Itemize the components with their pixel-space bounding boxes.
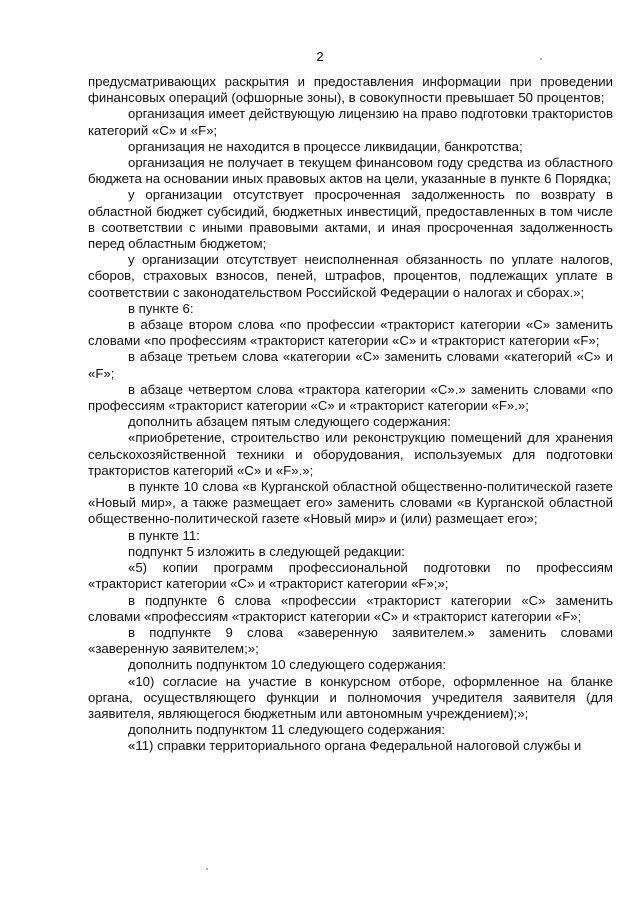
- paragraph: подпункт 5 изложить в следующей редакции:: [128, 543, 405, 559]
- scan-speck: [540, 58, 542, 60]
- paragraph: в абзаце третьем слова «категории «С» заменить словами «категорий «С» и «F»;: [88, 349, 613, 381]
- paragraph: организация не находится в процессе ликвидации, банкротства;: [128, 138, 523, 154]
- paragraph: «11) справки территориального органа Федеральной налоговой службы и: [128, 738, 582, 754]
- scan-speck: [206, 868, 208, 870]
- paragraph: в подпункте 9 слова «заверенную заявителем.» заменить словами «заверенную заявителем;»;: [88, 624, 613, 657]
- paragraph: организация имеет действующую лицензию на право подготовки трактористов категорий «С» и «F»;: [88, 106, 613, 138]
- paragraph: «приобретение, строительство или реконструкцию помещений для хранения сельскохозяйственной техники и оборудования, используемых для подготовки трактористов категорий «С» и «F».»;: [88, 430, 613, 478]
- paragraph: в пункте 11:: [128, 527, 200, 543]
- paragraph: организация не получает в текущем финансовом году средства из областного бюджета на основании иных правовых актов на цели, указанные в пункте 6 Порядка;: [88, 155, 613, 187]
- paragraph: «10) согласие на участие в конкурсном отборе, оформленное на бланке органа, осуществляющего функции и полномочия учредителя заявителя (для заявителя, являющегося бюджетным или автономным учреждением);»;: [88, 673, 613, 721]
- paragraph: в подпункте 6 слова «профессии «тракторист категории «С» заменить словами «профессиям «тракторист категории «С» и «тракторист категории «F»;: [88, 592, 613, 624]
- paragraph: в абзаце втором слова «по профессии «тракторист категории «С» заменить словами «по профессиям «тракторист категории «С» и «тракторист категории «F»;: [88, 317, 613, 349]
- paragraph: дополнить абзацем пятым следующего содержания:: [128, 414, 451, 430]
- paragraph: дополнить подпунктом 10 следующего содержания:: [128, 657, 447, 673]
- paragraph: у организации отсутствует неисполненная обязанность по уплате налогов, сборов, страховых взносов, пеней, штрафов, процентов, подлежащих уплате в соответствии с законодательством Российской Федерации о налогах и сборах.»;: [88, 252, 613, 300]
- paragraph: в пункте 10 слова «в Курганской областной общественно-политической газете «Новый мир», а также размещает его» заменить словами «в Курганской областной общественно-политической газете «Новый мир» и (или) размещает его»;: [88, 479, 613, 527]
- paragraph: в пункте 6:: [128, 300, 194, 316]
- paragraph: предусматривающих раскрытия и предоставления информации при проведении финансовых операций (офшорные зоны), в совокупности превышает 50 процентов;: [88, 74, 613, 106]
- paragraph: «5) копии программ профессиональной подготовки по профессиям «тракторист категории «С» и «тракторист категории «F»;»;: [88, 560, 613, 592]
- paragraph: в абзаце четвертом слова «трактора категории «С».» заменить словами «по профессиям «тракторист категории «С» и «тракторист категории «F».»;: [88, 381, 613, 414]
- paragraph: дополнить подпунктом 11 следующего содержания:: [128, 722, 446, 738]
- paragraph: у организации отсутствует просроченная задолженность по возврату в областной бюджет субсидий, бюджетных инвестиций, предоставленных в том числе в соответствии с иными правовыми актами, и иная просроченная задолженность перед областным бюджетом;: [88, 187, 613, 252]
- page-number: 2: [316, 49, 324, 64]
- document-body: [88, 74, 613, 755]
